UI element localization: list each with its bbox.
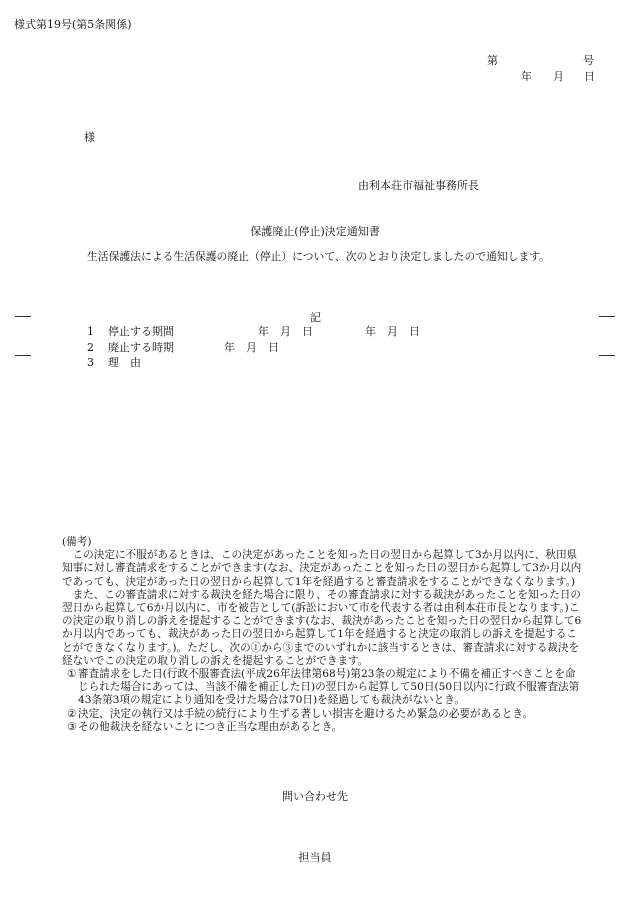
list-item-text: その他裁決を経ないことにつき正当な理由があるとき。: [78, 720, 343, 733]
item-3-label: 理 由: [108, 356, 141, 369]
margin-mark-right-lower: [599, 355, 615, 356]
remarks-list-item: [62, 708, 584, 721]
item-1-to-date: 年 月 日: [365, 325, 420, 338]
doc-number-prefix: 第: [487, 54, 498, 67]
date-year: 年: [521, 70, 532, 83]
page-title: 保護廃止(停止)決定通知書: [250, 225, 380, 238]
form-label: 様式第19号(第5条関係): [14, 18, 132, 31]
contact-label: 問い合わせ先: [282, 790, 348, 803]
remarks-paragraph: また、この審査請求に対する裁決を経た場合に限り、その審査請求に対する裁決があったことを知った日の翌日から起算して6か月以内に、市を被告として(訴訟において市を代表する者は由利本荘市長となります。)この決定の取り消しの訴えを提起することができます(なお、裁決があったことを知った日の翌日から起算して6か月以内であっても、裁決があった日の翌日から起算して1年を経過すると決定の取消しの訴えを提起することができなくなります。)。ただし、次の①から③までのいずれかに該当するときは、審査請求に対する裁決を経ないでこの決定の取り消しの訴えを提起することができます。: [62, 588, 582, 667]
item-2-label: 廃止する時期: [108, 341, 174, 354]
intro-text: 生活保護法による生活保護の廃止（停止）について、次のとおり決定しましたので通知します。: [87, 250, 550, 263]
list-marker: ②: [67, 707, 77, 720]
remarks-section: [62, 536, 584, 734]
date-day: 日: [584, 70, 595, 83]
doc-number-suffix: 号: [583, 54, 594, 67]
remarks-paragraph: この決定に不服があるときは、この決定があったことを知った日の翌日から起算して3か月以内に、秋田県知事に対し審査請求をすることができます(なお、決定があったことを知った日の翌日から起算して3か月以内であっても、決定があった日の翌日から起算して1年を経過すると審査請求をすることができなくなります。): [62, 549, 582, 588]
remarks-list-item: [62, 668, 584, 708]
issuer-name: 由利本荘市福祉事務所長: [358, 179, 479, 192]
list-marker: ①: [67, 668, 77, 681]
list-item-text: 審査請求をした日(行政不服審査法(平成26年法律第68号)第23条の規定により不備を補正すべきことを命じられた場合にあっては、当該不備を補正した日)の翌日から起算して50日(50日以内に行政不服審査法第43条第3項の規定により通知を受けた場合は70日)を経過しても裁決がないとき。: [78, 668, 580, 707]
item-1-number: 1: [87, 325, 94, 338]
margin-mark-left-upper: [15, 316, 31, 317]
ki-label: 記: [310, 311, 321, 324]
remarks-heading: (備考): [62, 536, 92, 548]
margin-mark-right-upper: [599, 316, 615, 317]
item-2-number: 2: [87, 341, 94, 354]
item-1-label: 停止する期間: [108, 325, 174, 338]
remarks-list-item: [62, 721, 584, 734]
addressee-suffix: 様: [84, 131, 95, 144]
date-month: 月: [553, 70, 564, 83]
staff-label: 担当員: [298, 851, 332, 864]
item-3-number: 3: [87, 356, 94, 369]
list-marker: ③: [67, 720, 77, 733]
list-item-text: 決定、決定の執行又は手続の続行により生ずる著しい損害を避けるため緊急の必要があるとき。: [78, 707, 534, 720]
margin-mark-left-lower: [15, 355, 31, 356]
item-1-from-date: 年 月 日: [258, 325, 313, 338]
item-2-date: 年 月 日: [224, 341, 279, 354]
